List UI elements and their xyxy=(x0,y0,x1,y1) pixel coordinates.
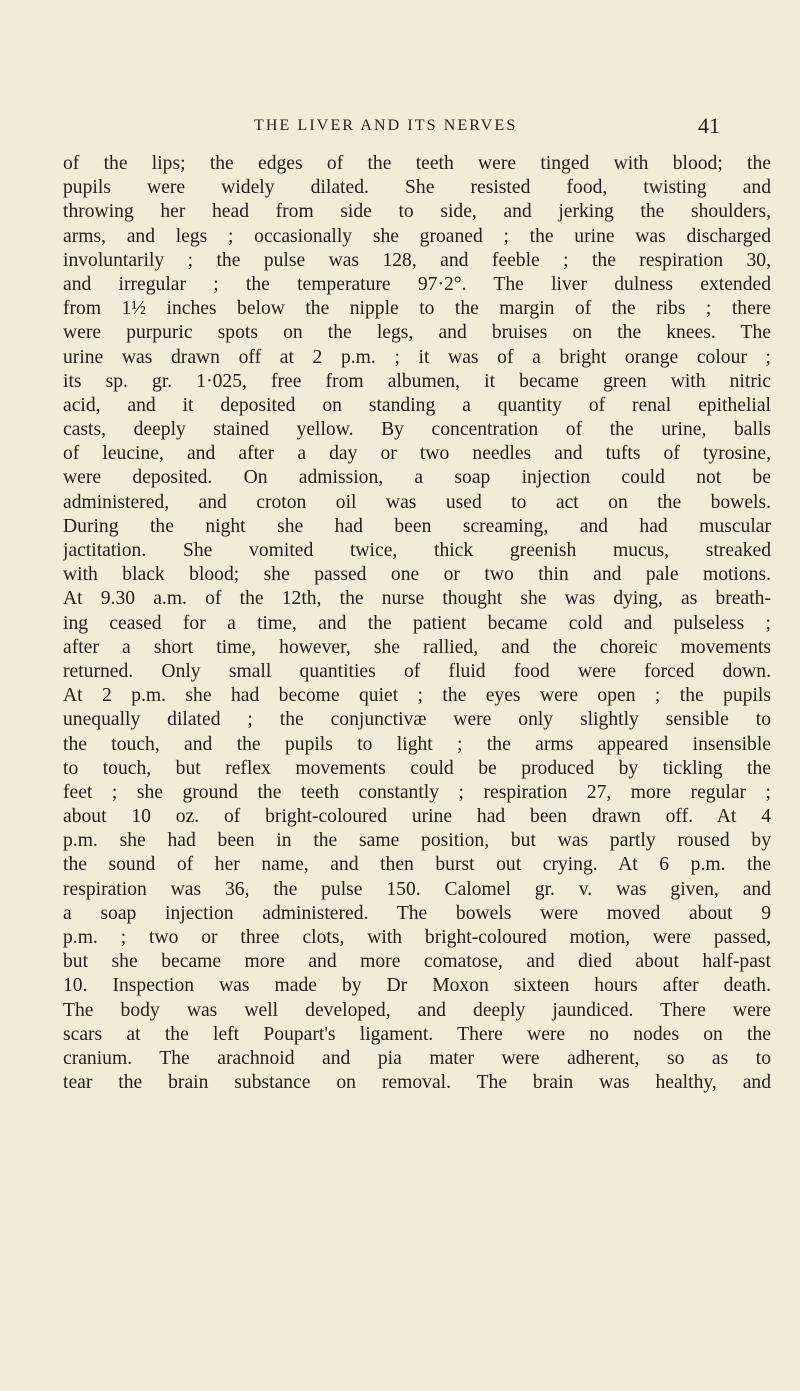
text-line: its sp. gr. 1·025, free from albumen, it became green with nitric xyxy=(63,370,771,392)
text-line: pupils were widely dilated. She resisted food, twisting and xyxy=(63,177,771,199)
text-line: from 1½ inches below the nipple to the margin of the ribs ; there xyxy=(63,298,771,320)
running-head xyxy=(0,113,800,149)
text-line: arms, and legs ; occasionally she groaned ; the urine was discharged xyxy=(63,225,771,247)
text-line: acid, and it deposited on standing a quantity of renal epithelial xyxy=(63,394,771,416)
text-line: to touch, but reflex movements could be produced by tickling the xyxy=(63,757,771,779)
text-line: involuntarily ; the pulse was 128, and feeble ; the respiration 30, xyxy=(63,249,771,271)
text-line: were deposited. On admission, a soap injection could not be xyxy=(63,467,771,489)
body-paragraph xyxy=(63,152,771,1095)
text-line: p.m. she had been in the same position, but was partly roused by xyxy=(63,830,771,852)
text-line: 10. Inspection was made by Dr Moxon sixteen hours after death. xyxy=(63,975,771,997)
text-line: a soap injection administered. The bowels were moved about 9 xyxy=(63,902,771,924)
text-line: At 9.30 a.m. of the 12th, the nurse thought she was dying, as breath- xyxy=(63,588,771,610)
text-line: throwing her head from side to side, and jerking the shoulders, xyxy=(63,201,771,223)
text-line: tear the brain substance on removal. The brain was healthy, and xyxy=(63,1072,771,1094)
text-line: the sound of her name, and then burst out crying. At 6 p.m. the xyxy=(63,854,771,876)
text-line: but she became more and more comatose, and died about half-past xyxy=(63,951,771,973)
text-line: with black blood; she passed one or two thin and pale motions. xyxy=(63,564,771,586)
text-line: p.m. ; two or three clots, with bright-coloured motion, were passed, xyxy=(63,927,771,948)
text-line: ing ceased for a time, and the patient became cold and pulseless ; xyxy=(63,612,771,634)
text-line: of the lips; the edges of the teeth were tinged with blood; the xyxy=(63,153,771,174)
text-line: scars at the left Poupart's ligament. There were no nodes on the xyxy=(63,1023,771,1045)
text-line: the touch, and the pupils to light ; the arms appeared insensible xyxy=(63,733,771,755)
text-line: urine was drawn off at 2 p.m. ; it was of a bright orange colour ; xyxy=(63,346,771,368)
text-line: unequally dilated ; the conjunctivæ were only slightly sensible to xyxy=(63,709,771,731)
text-line: administered, and croton oil was used to act on the bowels. xyxy=(63,491,771,513)
running-title: THE LIVER AND ITS NERVES xyxy=(254,117,518,134)
text-line: During the night she had been screaming, and had muscular xyxy=(63,515,771,537)
text-line: were purpuric spots on the legs, and bruises on the knees. The xyxy=(63,322,771,344)
text-line: feet ; she ground the teeth constantly ; respiration 27, more regular ; xyxy=(63,781,771,803)
text-line: jactitation. She vomited twice, thick greenish mucus, streaked xyxy=(63,540,771,561)
text-line: and irregular ; the temperature 97·2°. The liver dulness extended xyxy=(63,273,771,295)
text-line: respiration was 36, the pulse 150. Calomel gr. v. was given, and xyxy=(63,878,771,900)
text-line: cranium. The arachnoid and pia mater were adherent, so as to xyxy=(63,1047,771,1069)
text-line: of leucine, and after a day or two needles and tufts of tyrosine, xyxy=(63,443,771,465)
text-line: about 10 oz. of bright-coloured urine had been drawn off. At 4 xyxy=(63,806,771,828)
text-line: after a short time, however, she rallied, and the choreic movements xyxy=(63,636,771,658)
text-line: casts, deeply stained yellow. By concentration of the urine, balls xyxy=(63,419,771,441)
text-line: At 2 p.m. she had become quiet ; the eyes were open ; the pupils xyxy=(63,685,771,707)
text-line: returned. Only small quantities of fluid food were forced down. xyxy=(63,660,771,682)
text-line: The body was well developed, and deeply jaundiced. There were xyxy=(63,999,771,1021)
page-number: 41 xyxy=(698,113,720,138)
